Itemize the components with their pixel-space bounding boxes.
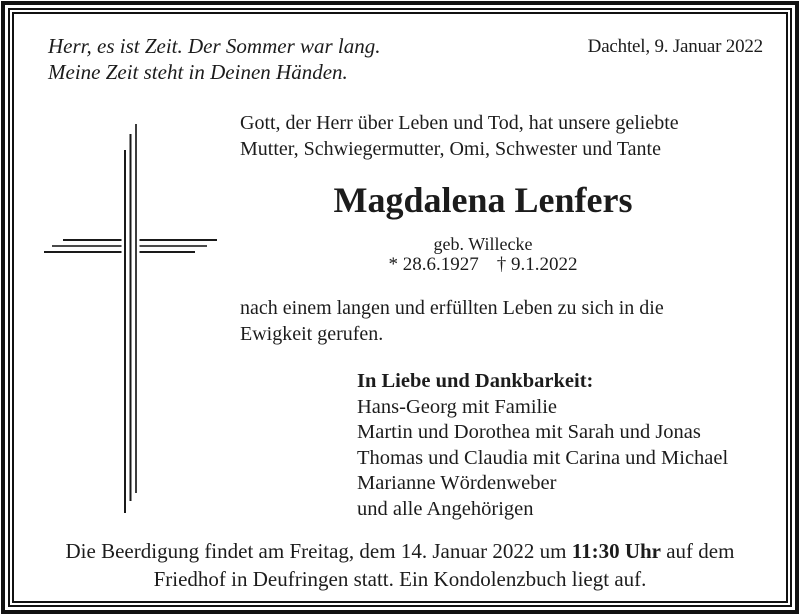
funeral-announcement	[14, 537, 786, 593]
funeral-line-suffix: auf dem	[660, 539, 735, 563]
funeral-time: 11:30 Uhr	[571, 539, 661, 563]
closing-line: Ewigkeit gerufen.	[240, 322, 384, 345]
mourners-list	[357, 369, 728, 522]
intro-line: Mutter, Schwiegermutter, Omi, Schwester und Tante	[240, 137, 661, 160]
deceased-name: Magdalena Lenfers	[333, 180, 633, 220]
maiden-name: geb. Willecke	[433, 234, 533, 254]
epigraph-line: Meine Zeit steht in Deinen Händen.	[48, 59, 348, 84]
intro-line: Gott, der Herr über Leben und Tod, hat unsere geliebte	[240, 112, 679, 134]
death-date: † 9.1.2022	[496, 254, 578, 275]
epigraph-line: Herr, es ist Zeit. Der Sommer war lang.	[48, 34, 381, 58]
dateline: Dachtel, 9. Januar 2022	[587, 36, 763, 57]
closing-line: nach einem langen und erfüllten Leben zu sich in die	[240, 297, 664, 319]
life-dates	[240, 254, 726, 276]
funeral-line-prefix: Die Beerdigung findet am Freitag, dem 14. Januar 2022 um	[65, 539, 572, 563]
mourners-heading: In Liebe und Dankbarkeit:	[357, 370, 594, 392]
mourner-line: Marianne Wördenweber	[357, 472, 557, 494]
birth-date: * 28.6.1927	[388, 254, 479, 275]
funeral-line: Friedhof in Deufringen statt. Ein Kondolenzbuch liegt auf.	[153, 567, 647, 591]
epigraph	[48, 34, 381, 85]
mourner-line: Martin und Dorothea mit Sarah und Jonas	[357, 421, 701, 443]
mourner-line: und alle Angehörigen	[357, 497, 534, 520]
closing-paragraph	[240, 296, 664, 347]
mourner-line: Thomas und Claudia mit Carina und Michael	[357, 446, 729, 469]
funeral-line	[14, 537, 786, 565]
intro-paragraph	[240, 111, 679, 162]
mourner-line: Hans-Georg mit Familie	[357, 395, 558, 418]
cross-icon	[40, 115, 225, 520]
